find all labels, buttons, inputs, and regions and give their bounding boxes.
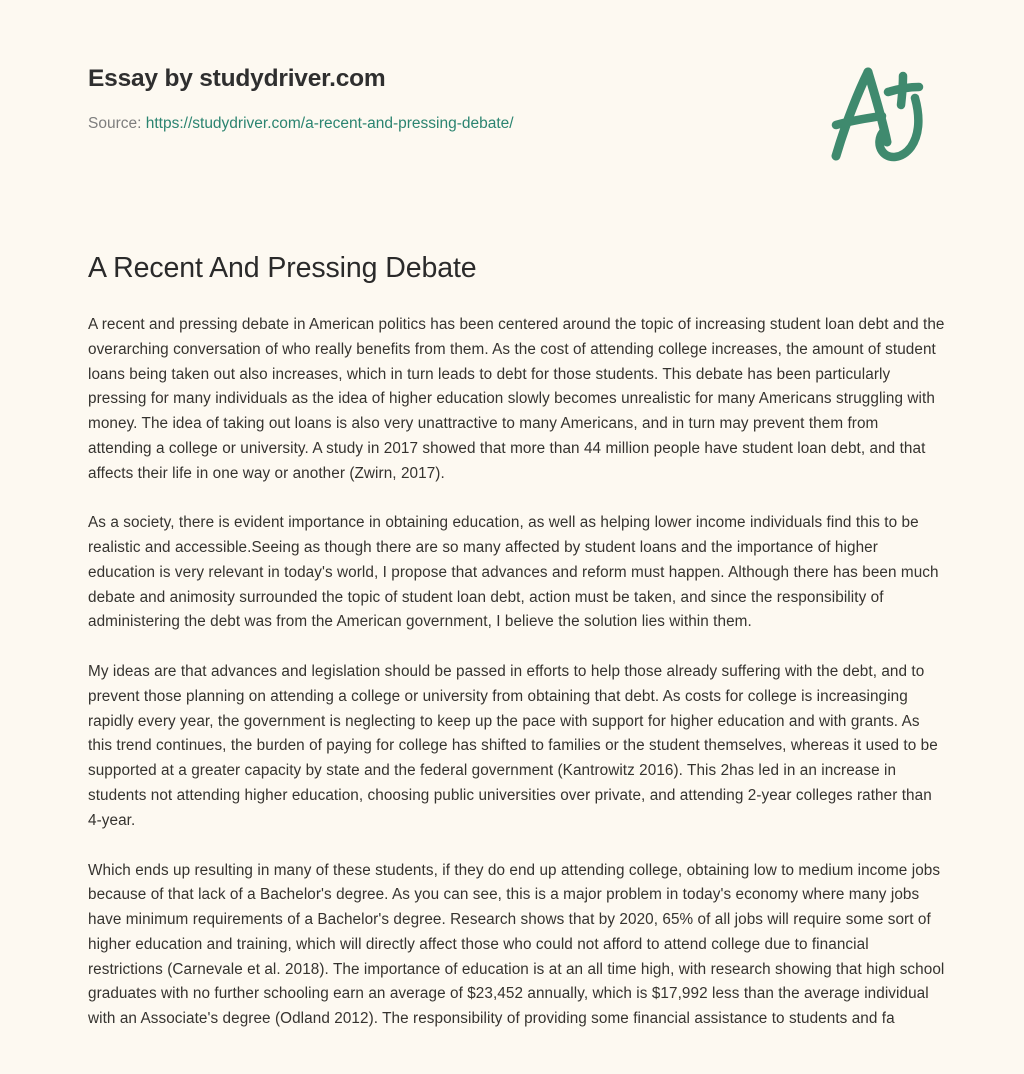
header-left [88,64,514,134]
page-header [0,0,1024,170]
essay-body [88,313,946,1032]
paragraph-2: As a society, there is evident importance in obtaining education, as well as helping lower income individuals find this to be realistic and accessible.Seeing as though there are so many affected by student loans and the importance of higher education is very relevant in today's world, I propose that advances and reform must happen. Although there has been much debate and animosity surrounded the topic of student loan debt, action must be taken, and since the responsibility of administering the debt was from the American government, I believe the solution lies within them. [88,514,939,631]
source-url-link[interactable]: https://studydriver.com/a-recent-and-pressing-debate/ [145,115,514,133]
a-plus-logo-icon[interactable] [814,58,934,170]
page-title: A Recent And Pressing Debate [88,252,477,284]
essay-by-heading: Essay by studydriver.com [88,65,386,92]
source-line [88,114,514,133]
paragraph-3: My ideas are that advances and legislation should be passed in efforts to help those already suffering with the debt, and to prevent those planning on attending a college or university from obtaining that debt. As costs for college is increasinging rapidly every year, the government is neglecting to keep up the pace with support for higher education and with grants. As this trend continues, the burden of paying for college has shifted to families or the student themselves, whereas it used to be supported at a greater capacity by state and the federal government (Kantrowitz 2016). This 2has led in an increase in students not attending higher education, choosing public universities over private, and attending 2-year colleges rather than 4-year. [88,663,938,829]
paragraph-1: A recent and pressing debate in American politics has been centered around the topic of increasing student loan debt and the overarching conversation of who really benefits from them. As the cost of attending college increases, the amount of student loans being taken out also increases, which in turn leads to debt for those students. This debate has been particularly pressing for many individuals as the idea of higher education slowly becomes unrealistic for many Americans struggling with money. The idea of taking out loans is also very unattractive to many Americans, and in turn may prevent them from attending a college or university. A study in 2017 showed that more than 44 million people have student loan debt, and that affects their life in one way or another (Zwirn, 2017). [88,316,945,482]
source-label: Source: [88,115,142,133]
paragraph-4: Which ends up resulting in many of these students, if they do end up attending college, obtaining low to medium income jobs because of that lack of a Bachelor's degree. As you can see, this is a major problem in today's economy where many jobs have minimum requirements of a Bachelor's degree. Research shows that by 2020, 65% of all jobs will require some sort of higher education and training, which will directly affect those who could not afford to attend college due to financial restrictions (Carnevale et al. 2018). The importance of education is at an all time high, with research showing that high school graduates with no further schooling earn an average of $23,452 annually, which is $17,992 less than the average individual with an Associate's degree (Odland 2012). The responsibility of providing some financial assistance to students and fa [88,861,945,1028]
